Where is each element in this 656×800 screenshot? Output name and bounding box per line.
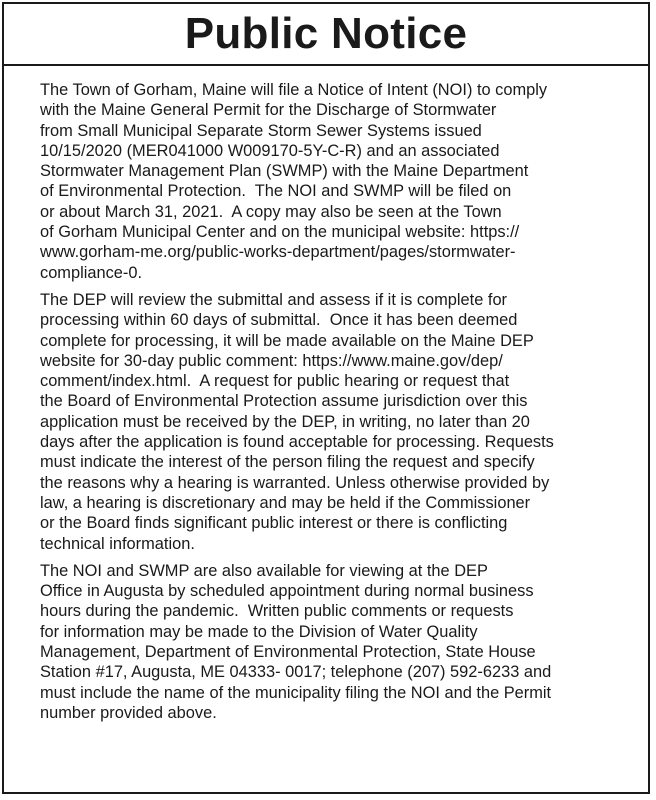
text-line: application must be received by the DEP, in writing, no later than 20 [40, 412, 530, 431]
notice-title: Public Notice [184, 9, 468, 58]
text-line: website for 30-day public comment: https://www.maine.gov/dep/ [40, 351, 503, 370]
notice-body [40, 80, 632, 730]
text-line: must indicate the interest of the person filing the request and specify [40, 453, 535, 472]
text-line: Office in Augusta by scheduled appointment during normal business [40, 582, 534, 601]
text-line: for information may be made to the Division of Water Quality [40, 622, 478, 641]
text-line: number provided above. [40, 703, 217, 722]
text-line: the reasons why a hearing is warranted. Unless otherwise provided by [40, 473, 550, 492]
text-line: comment/index.html. A request for public hearing or request that [40, 372, 510, 391]
text-line: with the Maine General Permit for the Discharge of Stormwater [40, 101, 497, 120]
text-line: from Small Municipal Separate Storm Sewer Systems issued [40, 121, 482, 140]
text-line: days after the application is found acceptable for processing. Requests [40, 433, 554, 452]
text-line: the Board of Environmental Protection assume jurisdiction over this [40, 392, 528, 411]
paragraph-noi-filing [40, 80, 632, 283]
text-line: The NOI and SWMP are also available for viewing at the DEP [40, 561, 488, 580]
text-line: www.gorham-me.org/public-works-department/pages/stormwater- [40, 243, 516, 262]
text-line: The Town of Gorham, Maine will file a Notice of Intent (NOI) to comply [40, 81, 548, 99]
text-line: compliance-0. [40, 263, 143, 282]
title-divider [4, 64, 648, 66]
text-line: of Gorham Municipal Center and on the municipal website: https:// [40, 223, 520, 242]
text-line: or about March 31, 2021. A copy may also be seen at the Town [40, 202, 502, 221]
text-line: of Environmental Protection. The NOI and SWMP will be filed on [40, 182, 512, 201]
text-line: Management, Department of Environmental Protection, State House [40, 643, 536, 662]
text-line: must include the name of the municipality filing the NOI and the Permit [40, 683, 552, 702]
text-line: processing within 60 days of submittal. Once it has been deemed [40, 311, 518, 330]
text-line: technical information. [40, 534, 195, 553]
text-line: complete for processing, it will be made available on the Maine DEP [40, 331, 534, 350]
text-line: 10/15/2020 (MER041000 W009170-5Y-C-R) and an associated [40, 141, 500, 160]
text-line: Station #17, Augusta, ME 04333- 0017; telephone (207) 592-6233 and [40, 663, 552, 682]
paragraph-dep-review [40, 290, 632, 554]
text-line: or the Board finds significant public interest or there is conflicting [40, 514, 508, 533]
text-line: The DEP will review the submittal and assess if it is complete for [40, 290, 508, 309]
public-notice [2, 2, 650, 794]
paragraph-viewing-comments [40, 561, 632, 723]
text-line: hours during the pandemic. Written public comments or requests [40, 602, 514, 621]
text-line: Stormwater Management Plan (SWMP) with the Maine Department [40, 162, 529, 181]
text-line: law, a hearing is discretionary and may be held if the Commissioner [40, 493, 531, 512]
